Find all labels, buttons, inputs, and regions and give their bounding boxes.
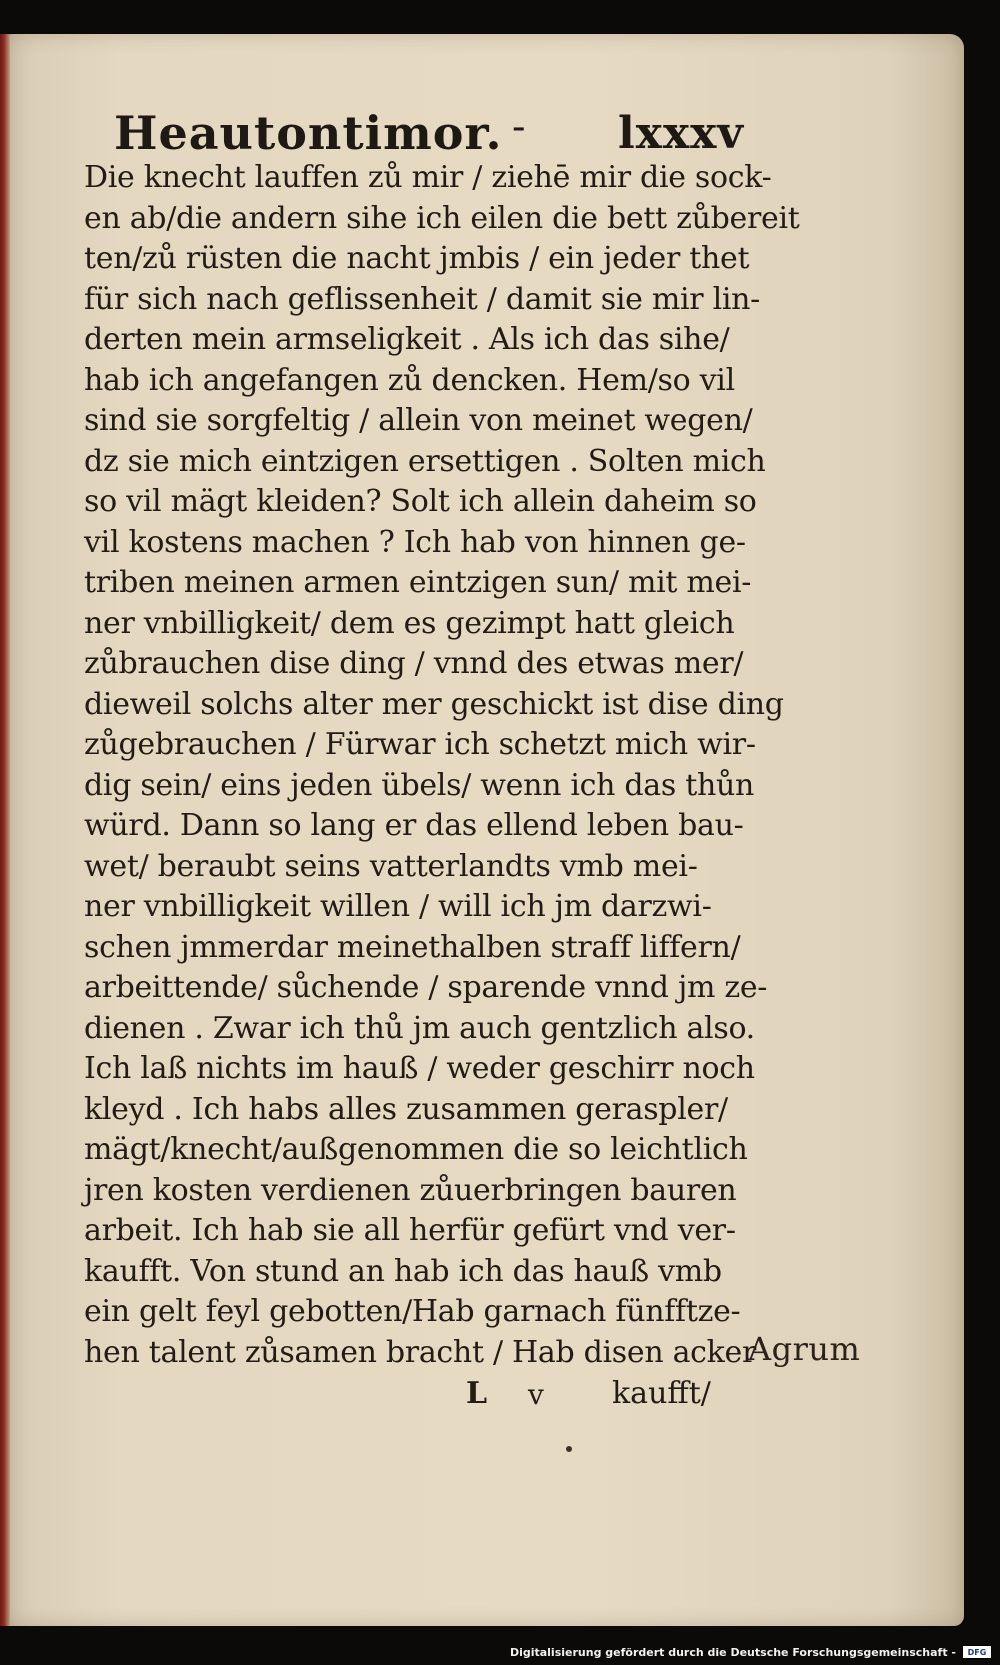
ink-speck [566, 1446, 572, 1452]
digitization-credit: Digitalisierung gefördert durch die Deutsche Forschungsgemeinschaft - [509, 1646, 956, 1659]
text-line: en ab/die andern sihe ich eilen die bett zůbereit [84, 200, 800, 236]
text-line: würd. Dann so lang er das ellend leben bau- [84, 808, 744, 843]
text-line: zůbrauchen dise ding / vnnd des etwas mer/ [84, 646, 744, 681]
text-line: für sich nach geflissenheit / damit sie mir lin- [84, 281, 761, 317]
text-line: ein gelt feyl gebotten/Hab garnach fünfftze- [84, 1294, 741, 1329]
text-line: derten mein armseligkeit . Als ich das sihe/ [84, 322, 730, 357]
text-line: dz sie mich eintzigen ersettigen . Solten mich [84, 443, 766, 479]
text-line: arbeit. Ich hab sie all herfür gefürt vnd ver- [84, 1213, 736, 1248]
text-line: arbeittende/ sůchende / sparende vnnd jm ze- [84, 970, 768, 1005]
text-line: hab ich angefangen zů dencken. Hem/so vil [84, 362, 735, 398]
dfg-logo: DFG [962, 1645, 992, 1659]
text-line: triben meinen armen eintzigen sun/ mit mei- [84, 565, 752, 600]
text-line: vil kostens machen ? Ich hab von hinnen ge- [84, 524, 746, 560]
text-line: ner vnbilligkeit/ dem es gezimpt hatt gleich [84, 605, 735, 641]
text-line: dienen . Zwar ich thů jm auch gentzlich also. [84, 1010, 755, 1046]
header-dash: - [512, 104, 526, 150]
text-line: jren kosten verdienen zůuerbringen bauren [84, 1172, 737, 1208]
text-line: kaufft. Von stund an hab ich das hauß vmb [84, 1253, 722, 1289]
text-line: Ich laß nichts im hauß / weder geschirr noch [84, 1051, 755, 1086]
running-title: Heautontimor. [114, 106, 503, 160]
text-line: hen talent zůsamen bracht / Hab disen acker [84, 1334, 757, 1370]
marginal-note: Agrum [748, 1330, 861, 1368]
binding-edge [0, 34, 10, 1626]
text-line: kleyd . Ich habs alles zusammen geraspler/ [84, 1091, 728, 1127]
catchword: kaufft/ [612, 1376, 711, 1411]
folio-number: lxxxv [618, 108, 744, 159]
text-line: mägt/knecht/außgenommen die so leichtlich [84, 1132, 748, 1167]
text-line: dieweil solchs alter mer geschickt ist dise ding [84, 686, 784, 722]
text-line: wet/ beraubt seins vatterlandts vmb mei- [84, 848, 698, 884]
signature-number: v [528, 1378, 544, 1411]
text-line: ner vnbilligkeit willen / will ich jm darzwi- [84, 889, 712, 924]
text-line: ten/zů rüsten die nacht jmbis / ein jeder thet [84, 241, 750, 276]
body-text [84, 158, 800, 1373]
text-line: dig sein/ eins jeden übels/ wenn ich das thůn [84, 767, 755, 803]
text-line: so vil mägt kleiden? Solt ich allein daheim so [84, 484, 757, 519]
signature-mark: L [466, 1376, 488, 1411]
text-line: sind sie sorgfeltig / allein von meinet wegen/ [84, 403, 753, 438]
text-line: zůgebrauchen / Fürwar ich schetzt mich wir- [84, 727, 756, 762]
text-line: schen jmmerdar meinethalben straff liffern/ [84, 929, 741, 965]
text-line: Die knecht lauffen zů mir / ziehē mir die sock- [84, 160, 772, 195]
